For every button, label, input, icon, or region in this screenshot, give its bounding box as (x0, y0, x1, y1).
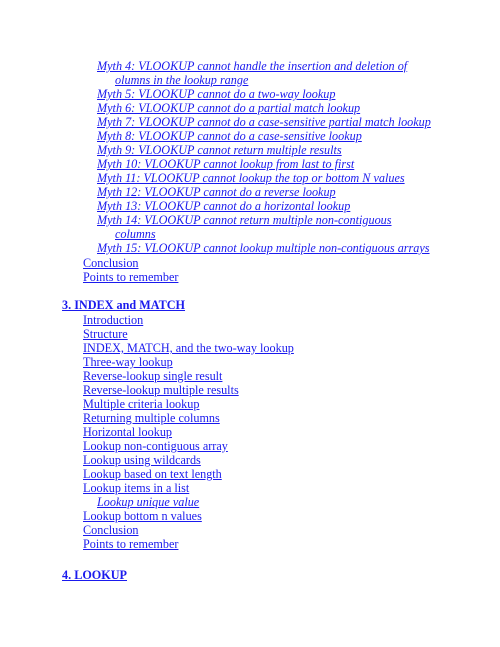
toc-link-reverse-multiple[interactable]: Reverse-lookup multiple results (83, 383, 239, 397)
toc-link-ch2-points[interactable]: Points to remember (83, 270, 179, 284)
toc-link-unique-value[interactable]: Lookup unique value (97, 495, 200, 509)
toc-link-myth-10[interactable]: Myth 10: VLOOKUP cannot lookup from last to first (97, 157, 355, 171)
toc-link-introduction[interactable]: Introduction (83, 313, 144, 327)
toc-link-myth-4-cont[interactable]: olumns in the lookup range (115, 73, 249, 87)
toc-link-myth-6[interactable]: Myth 6: VLOOKUP cannot do a partial match lookup (97, 101, 361, 115)
toc-link-myth-14[interactable]: Myth 14: VLOOKUP cannot return multiple non-contiguous (97, 213, 392, 227)
toc-link-text-length[interactable]: Lookup based on text length (83, 467, 222, 481)
toc-link-wildcards[interactable]: Lookup using wildcards (83, 453, 201, 467)
toc-link-items-in-list[interactable]: Lookup items in a list (83, 481, 190, 495)
toc-link-myth-11[interactable]: Myth 11: VLOOKUP cannot lookup the top or bottom N values (97, 171, 405, 185)
toc-link-index-match-two-way[interactable]: INDEX, MATCH, and the two-way lookup (83, 341, 294, 355)
toc-link-myth-5[interactable]: Myth 5: VLOOKUP cannot do a two-way lookup (97, 87, 336, 101)
toc-link-horizontal[interactable]: Horizontal lookup (83, 425, 173, 439)
toc-link-returning-multiple-columns[interactable]: Returning multiple columns (83, 411, 220, 425)
toc-link-non-contiguous[interactable]: Lookup non-contiguous array (83, 439, 228, 453)
toc-link-myth-14-cont[interactable]: columns (115, 227, 156, 241)
toc-link-multiple-criteria[interactable]: Multiple criteria lookup (83, 397, 200, 411)
toc-link-reverse-single[interactable]: Reverse-lookup single result (83, 369, 223, 383)
toc-link-myth-12[interactable]: Myth 12: VLOOKUP cannot do a reverse lookup (97, 185, 336, 199)
toc-link-myth-7[interactable]: Myth 7: VLOOKUP cannot do a case-sensitive partial match lookup (97, 115, 431, 129)
toc-link-three-way[interactable]: Three-way lookup (83, 355, 173, 369)
toc-link-ch2-conclusion[interactable]: Conclusion (83, 256, 139, 270)
toc-link-myth-9[interactable]: Myth 9: VLOOKUP cannot return multiple results (97, 143, 342, 157)
toc-chapter-3-heading[interactable]: 3. INDEX and MATCH (62, 298, 186, 312)
toc-link-myth-13[interactable]: Myth 13: VLOOKUP cannot do a horizontal lookup (97, 199, 351, 213)
toc-link-ch3-conclusion[interactable]: Conclusion (83, 523, 139, 537)
toc-chapter-4-heading[interactable]: 4. LOOKUP (62, 568, 128, 582)
toc-link-myth-15[interactable]: Myth 15: VLOOKUP cannot lookup multiple non-contiguous arrays (97, 241, 430, 255)
toc-link-bottom-n[interactable]: Lookup bottom n values (83, 509, 202, 523)
toc-link-ch3-points[interactable]: Points to remember (83, 537, 179, 551)
toc-link-structure[interactable]: Structure (83, 327, 128, 341)
toc-link-myth-4[interactable]: Myth 4: VLOOKUP cannot handle the insertion and deletion of (97, 59, 408, 73)
toc-link-myth-8[interactable]: Myth 8: VLOOKUP cannot do a case-sensitive lookup (97, 129, 362, 143)
